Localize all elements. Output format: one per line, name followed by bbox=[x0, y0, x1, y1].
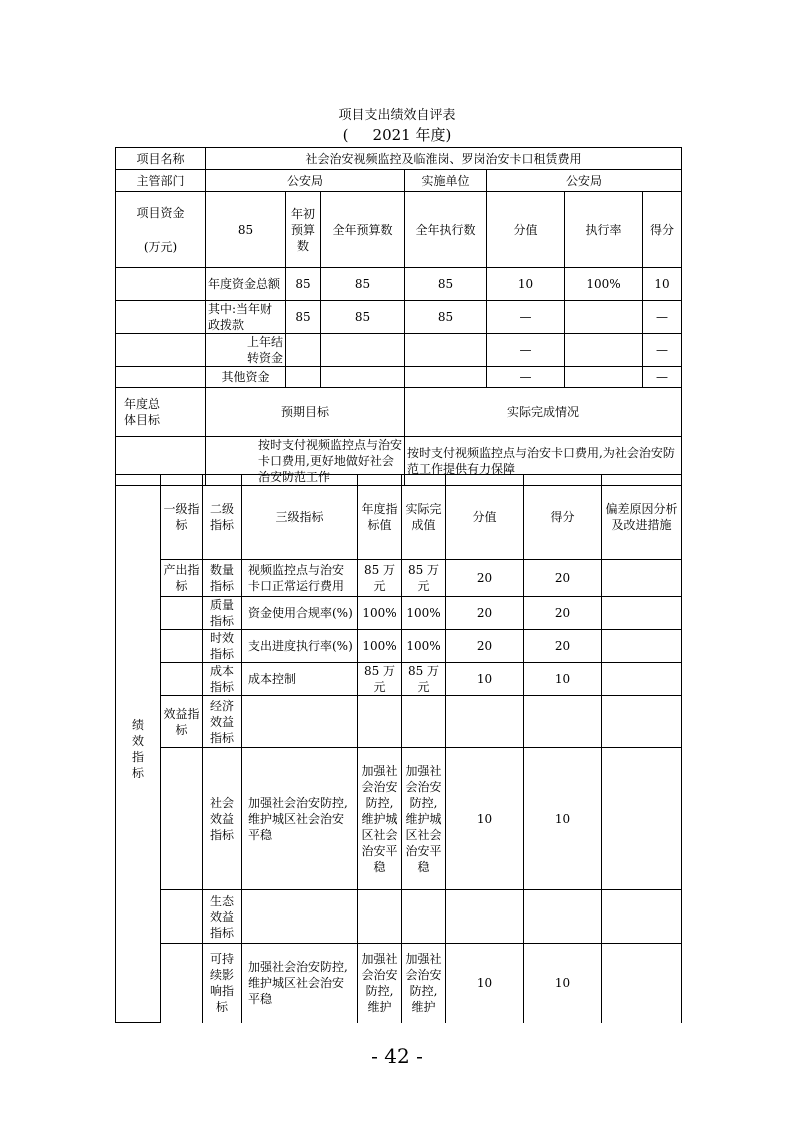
indicator-level2: 社会效益指标 bbox=[203, 748, 242, 890]
indicator-level3: 加强社会治安防控,维护城区社会治安平稳 bbox=[242, 748, 358, 890]
fund-amount: 85 bbox=[206, 192, 286, 268]
performance-indicators-label: 绩效指标 bbox=[116, 475, 161, 1023]
fund-row-value: — bbox=[487, 334, 565, 367]
impl-label: 实施单位 bbox=[405, 170, 487, 192]
expected-goal-text: 按时支付视频监控点与治安卡口费用,更好地做好社会治安防范工作 bbox=[206, 437, 405, 486]
year-text: 2021 年度) bbox=[372, 126, 452, 144]
fund-row-blank bbox=[116, 367, 206, 388]
header-annual-exec: 全年执行数 bbox=[405, 192, 487, 268]
indicator-actual bbox=[402, 696, 446, 748]
indicator-level3: 加强社会治安防控,维护城区社会治安平稳 bbox=[242, 944, 358, 1023]
header-annual-budget: 全年预算数 bbox=[321, 192, 405, 268]
indicator-value bbox=[446, 890, 524, 944]
indicator-target: 加强社会治安防控,维护城区社会治安平稳 bbox=[358, 748, 402, 890]
fund-row-initial bbox=[286, 367, 321, 388]
indicator-reason bbox=[602, 944, 682, 1023]
fund-row-blank bbox=[116, 301, 206, 334]
fund-row-score: 10 bbox=[643, 268, 682, 301]
header-exec-rate: 执行率 bbox=[565, 192, 643, 268]
indicator-value: 20 bbox=[446, 630, 524, 663]
fund-row-annual: 85 bbox=[321, 268, 405, 301]
indicator-score: 20 bbox=[524, 597, 602, 630]
indicator-target: 85 万元 bbox=[358, 560, 402, 597]
document-title: 项目支出绩效自评表 bbox=[338, 108, 456, 123]
indicator-level3 bbox=[242, 890, 358, 944]
impl-value: 公安局 bbox=[487, 170, 682, 192]
header-level2: 二级指标 bbox=[203, 475, 242, 560]
actual-completion-text: 按时支付视频监控点与治安卡口费用,为社会治安防范工作提供有力保障 bbox=[405, 437, 682, 486]
goal-label: 年度总体目标 bbox=[116, 388, 206, 437]
level1-blank bbox=[161, 890, 203, 944]
indicator-actual: 100% bbox=[402, 597, 446, 630]
indicator-score: 10 bbox=[524, 944, 602, 1023]
fund-row-initial bbox=[286, 334, 321, 367]
indicator-level2: 可持续影响指标 bbox=[203, 944, 242, 1023]
fund-row-annual: 85 bbox=[321, 301, 405, 334]
header-actual: 实际完成值 bbox=[402, 475, 446, 560]
indicator-level2: 经济效益指标 bbox=[203, 696, 242, 748]
indicator-reason bbox=[602, 560, 682, 597]
fund-row-value: — bbox=[487, 367, 565, 388]
indicator-value: 20 bbox=[446, 560, 524, 597]
indicator-value: 20 bbox=[446, 597, 524, 630]
fund-row-rate bbox=[565, 334, 643, 367]
header-target: 年度指标值 bbox=[358, 475, 402, 560]
fund-row-exec: 85 bbox=[405, 268, 487, 301]
level1-output: 产出指标 bbox=[161, 560, 203, 597]
fund-row-initial: 85 bbox=[286, 268, 321, 301]
indicator-value: 10 bbox=[446, 748, 524, 890]
fund-row-exec bbox=[405, 334, 487, 367]
indicator-value bbox=[446, 696, 524, 748]
fund-row-annual bbox=[321, 367, 405, 388]
header-level3: 三级指标 bbox=[242, 475, 358, 560]
header-score-value: 分值 bbox=[487, 192, 565, 268]
fund-row-blank bbox=[116, 334, 206, 367]
header-score: 得分 bbox=[524, 475, 602, 560]
page-number: - 42 - bbox=[371, 1044, 423, 1068]
indicator-score bbox=[524, 696, 602, 748]
indicator-actual: 100% bbox=[402, 630, 446, 663]
fund-row-rate: 100% bbox=[565, 268, 643, 301]
indicator-score: 20 bbox=[524, 630, 602, 663]
indicator-reason bbox=[602, 663, 682, 696]
fund-row-score: — bbox=[643, 367, 682, 388]
indicator-actual: 85 万元 bbox=[402, 663, 446, 696]
project-name-label: 项目名称 bbox=[116, 148, 206, 170]
fund-row-value: 10 bbox=[487, 268, 565, 301]
indicator-actual: 85 万元 bbox=[402, 560, 446, 597]
indicator-reason bbox=[602, 890, 682, 944]
indicator-target: 85 万元 bbox=[358, 663, 402, 696]
indicator-level3: 成本控制 bbox=[242, 663, 358, 696]
indicator-level3: 资金使用合规率(%) bbox=[242, 597, 358, 630]
indicator-target bbox=[358, 696, 402, 748]
header-value: 分值 bbox=[446, 475, 524, 560]
indicator-level3: 支出进度执行率(%) bbox=[242, 630, 358, 663]
level1-blank bbox=[161, 630, 203, 663]
indicator-reason bbox=[602, 696, 682, 748]
fund-row-annual bbox=[321, 334, 405, 367]
indicator-reason bbox=[602, 748, 682, 890]
indicator-level2: 质量指标 bbox=[203, 597, 242, 630]
project-name: 社会治安视频监控及临淮岗、罗岗治安卡口租赁费用 bbox=[206, 148, 682, 170]
dept-label: 主管部门 bbox=[116, 170, 206, 192]
indicator-value: 10 bbox=[446, 944, 524, 1023]
indicator-target: 100% bbox=[358, 630, 402, 663]
level1-blank bbox=[161, 597, 203, 630]
level1-blank bbox=[161, 663, 203, 696]
fund-row-rate bbox=[565, 301, 643, 334]
indicator-level2: 数量指标 bbox=[203, 560, 242, 597]
fund-row-score: — bbox=[643, 334, 682, 367]
dept-value: 公安局 bbox=[206, 170, 405, 192]
year-open-paren: ( bbox=[342, 126, 349, 144]
fund-row-label: 其中:当年财政拨款 bbox=[206, 301, 286, 334]
fund-row-label: 上年结转资金 bbox=[206, 334, 286, 367]
indicator-actual: 加强社会治安防控,维护 bbox=[402, 944, 446, 1023]
indicator-actual bbox=[402, 890, 446, 944]
fund-row-value: — bbox=[487, 301, 565, 334]
header-reason: 偏差原因分析及改进措施 bbox=[602, 475, 682, 560]
actual-completion-header: 实际完成情况 bbox=[405, 388, 682, 437]
fund-unit: (万元) bbox=[143, 239, 178, 254]
indicator-level2: 时效指标 bbox=[203, 630, 242, 663]
indicator-score: 10 bbox=[524, 663, 602, 696]
indicator-target bbox=[358, 890, 402, 944]
level1-blank bbox=[161, 944, 203, 1023]
header-level1: 一级指标 bbox=[161, 475, 203, 560]
fund-row-score: — bbox=[643, 301, 682, 334]
indicator-table bbox=[115, 474, 682, 1023]
indicator-level3: 视频监控点与治安卡口正常运行费用 bbox=[242, 560, 358, 597]
indicator-target: 100% bbox=[358, 597, 402, 630]
fund-row-rate bbox=[565, 367, 643, 388]
fund-label: 项目资金 bbox=[136, 205, 185, 220]
indicator-score: 20 bbox=[524, 560, 602, 597]
indicator-level2: 成本指标 bbox=[203, 663, 242, 696]
indicator-score: 10 bbox=[524, 748, 602, 890]
summary-table bbox=[115, 147, 682, 486]
indicator-target: 加强社会治安防控,维护 bbox=[358, 944, 402, 1023]
fund-row-label: 年度资金总额 bbox=[206, 268, 286, 301]
header-score: 得分 bbox=[643, 192, 682, 268]
indicator-actual: 加强社会治安防控,维护城区社会治安平稳 bbox=[402, 748, 446, 890]
expected-goal-header: 预期目标 bbox=[206, 388, 405, 437]
fund-row-exec: 85 bbox=[405, 301, 487, 334]
indicator-level2: 生态效益指标 bbox=[203, 890, 242, 944]
header-initial-budget: 年初预算数 bbox=[286, 192, 321, 268]
fund-row-label: 其他资金 bbox=[206, 367, 286, 388]
indicator-score bbox=[524, 890, 602, 944]
indicator-reason bbox=[602, 630, 682, 663]
indicator-value: 10 bbox=[446, 663, 524, 696]
level1-blank bbox=[161, 748, 203, 890]
fund-row-exec bbox=[405, 367, 487, 388]
fund-label-cell bbox=[116, 192, 206, 268]
document-year bbox=[0, 124, 794, 145]
indicator-reason bbox=[602, 597, 682, 630]
fund-row-initial: 85 bbox=[286, 301, 321, 334]
fund-row-blank bbox=[116, 268, 206, 301]
indicator-level3 bbox=[242, 696, 358, 748]
level1-benefit: 效益指标 bbox=[161, 696, 203, 748]
